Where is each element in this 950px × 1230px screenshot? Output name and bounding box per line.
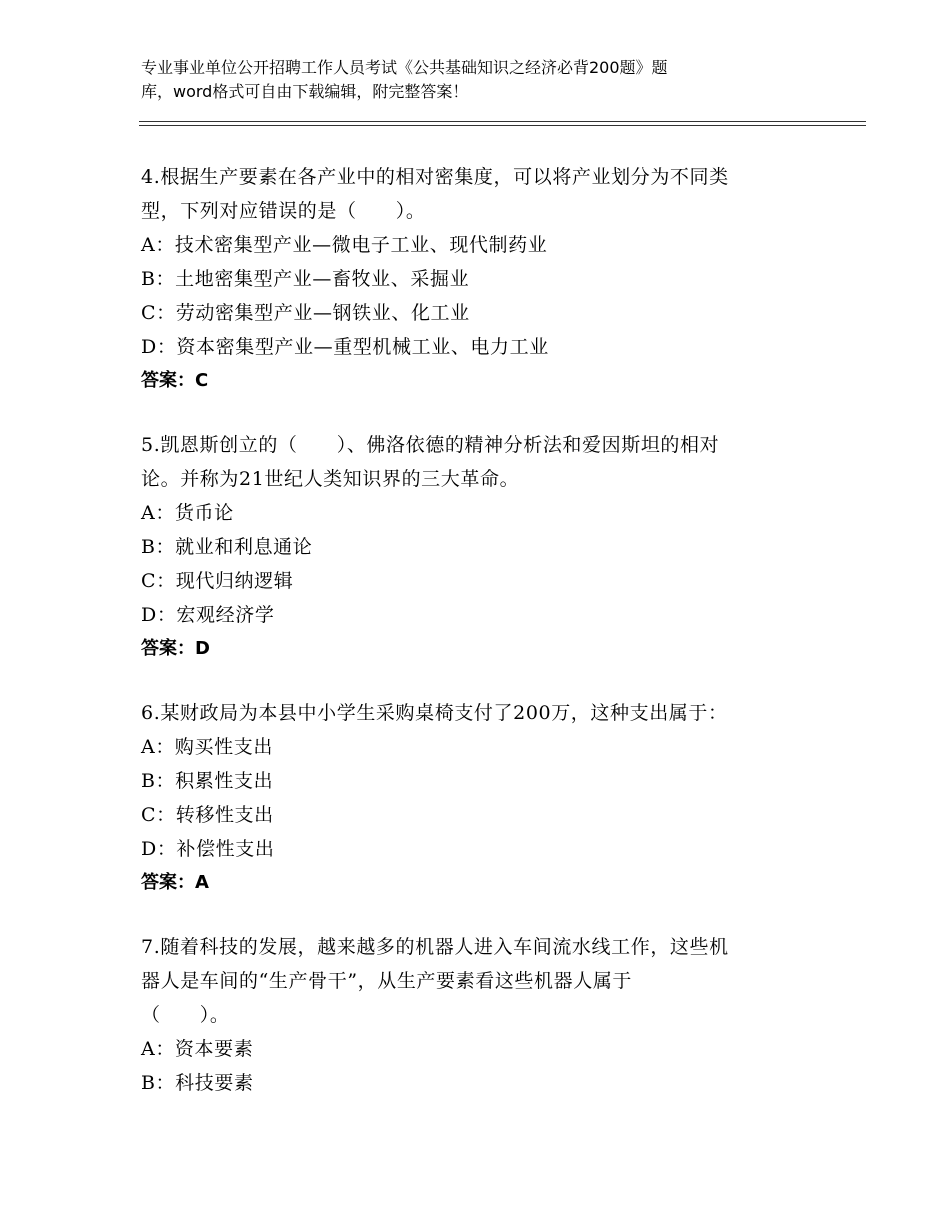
document-header [141, 56, 781, 104]
question-stem: 器人是车间的“生产骨干”，从生产要素看这些机器人属于 [141, 970, 633, 992]
option-a: A：资本要素 [141, 1038, 254, 1060]
header-line-2: 库，word格式可自由下载编辑，附完整答案！ [141, 82, 469, 101]
option-d: D：宏观经济学 [141, 604, 275, 626]
question-5 [141, 428, 801, 666]
question-4 [141, 160, 801, 398]
question-stem: 7.随着科技的发展，越来越多的机器人进入车间流水线工作，这些机 [141, 936, 729, 958]
option-d: D：资本密集型产业—重型机械工业、电力工业 [141, 336, 549, 358]
question-7 [141, 930, 801, 1100]
question-stem: 6.某财政局为本县中小学生采购桌椅支付了200万，这种支出属于： [141, 702, 728, 724]
option-a: A：货币论 [141, 502, 234, 524]
option-b: B：科技要素 [141, 1072, 254, 1094]
option-b: B：积累性支出 [141, 770, 274, 792]
header-line-1: 专业事业单位公开招聘工作人员考试《公共基础知识之经济必背200题》题 [141, 58, 668, 77]
question-6 [141, 696, 801, 900]
option-c: C：现代归纳逻辑 [141, 570, 294, 592]
option-d: D：补偿性支出 [141, 838, 275, 860]
option-a: A：技术密集型产业—微电子工业、现代制药业 [141, 234, 548, 256]
option-a: A：购买性支出 [141, 736, 273, 758]
option-c: C：劳动密集型产业—钢铁业、化工业 [141, 302, 470, 324]
question-list [141, 160, 801, 1130]
option-b: B：土地密集型产业—畜牧业、采掘业 [141, 268, 470, 290]
header-divider-top [139, 121, 866, 122]
answer: 答案：C [141, 370, 209, 391]
header-divider-bottom [139, 125, 866, 126]
question-stem: （ ）。 [141, 1004, 230, 1026]
option-b: B：就业和利息通论 [141, 536, 313, 558]
question-stem: 5.凯恩斯创立的（ ）、佛洛依德的精神分析法和爱因斯坦的相对 [141, 434, 720, 456]
option-c: C：转移性支出 [141, 804, 274, 826]
question-stem: 型，下列对应错误的是（ ）。 [141, 200, 426, 222]
answer: 答案：A [141, 872, 209, 893]
answer: 答案：D [141, 638, 210, 659]
question-stem: 论。并称为21世纪人类知识界的三大革命。 [141, 468, 520, 490]
question-stem: 4.根据生产要素在各产业中的相对密集度，可以将产业划分为不同类 [141, 166, 729, 188]
